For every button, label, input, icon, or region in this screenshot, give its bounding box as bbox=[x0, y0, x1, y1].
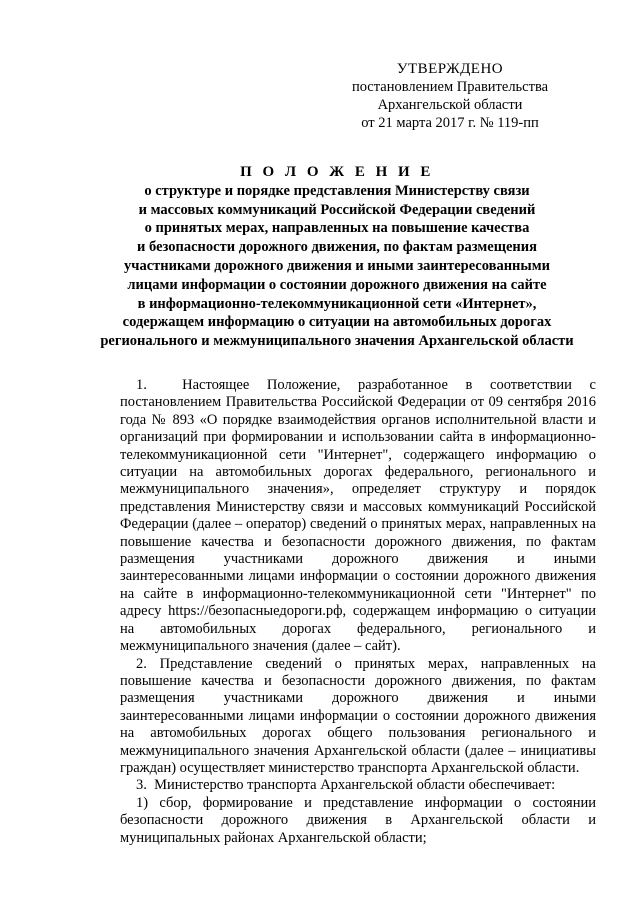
paragraph-1: 1. Настоящее Положение, разработанное в соответствии с постановлением Правительства Российской Федерации от 09 сентября 2016 года № 893 «О порядке взаимодействия органов исполнительной власти и организаций при формировании и использовании сайта в информационно-телекоммуникационной сети "Интернет", содержащего информацию о ситуации на автомобильных дорогах федерального, регионального и межмуниципального значения», определяет структуру и порядок представления Министерству связи и массовых коммуникаций Российской Федерации (далее – оператор) сведений о принятых мерах, направленных на повышение качества и безопасности дорожного движения, по фактам размещения участниками дорожного движения и иными заинтересованными лицами информации о состоянии дорожного движения на сайте в информационно-телекоммуникационной сети "Интернет" по адресу https://безопасныедороги.рф, содержащем информацию о ситуации на автомобильных дорогах федерального, регионального и межмуниципального значения (далее – сайт). bbox=[120, 377, 596, 655]
document-title: П О Л О Ж Е Н И Е bbox=[240, 164, 434, 180]
approval-line: от 21 марта 2017 г. № 119-пп bbox=[361, 115, 539, 131]
title-line: и безопасности дорожного движения, по фактам размещения bbox=[137, 239, 537, 256]
approval-stamp bbox=[300, 60, 600, 132]
paragraph-3-item-1: 1) сбор, формирование и представление информации о состоянии безопасности дорожного движения в Архангельской области и муниципальных районах Архангельской области; bbox=[120, 794, 596, 846]
title-line: о принятых мерах, направленных на повышение качества bbox=[144, 220, 530, 237]
document-body bbox=[120, 377, 596, 847]
title-line: лицами информации о состоянии дорожного движения на сайте bbox=[127, 276, 547, 293]
approval-heading: УТВЕРЖДЕНО bbox=[396, 61, 504, 77]
title-line: участниками дорожного движения и иными заинтересованными bbox=[124, 257, 550, 274]
title-line: содержащем информацию о ситуации на автомобильных дорогах bbox=[122, 314, 552, 331]
title-line: о структуре и порядке представления Министерству связи bbox=[144, 182, 530, 199]
approval-line: Архангельской области bbox=[377, 97, 523, 113]
title-line: и массовых коммуникаций Российской Федерации сведений bbox=[138, 201, 536, 218]
document-title-block bbox=[100, 163, 574, 351]
approval-line: постановлением Правительства bbox=[351, 79, 549, 95]
title-line: в информационно-телекоммуникационной сети «Интернет», bbox=[137, 295, 537, 312]
paragraph-2: 2. Представление сведений о принятых мерах, направленных на повышение качества и безопасности дорожного движения, по фактам размещения участниками дорожного движения и иными заинтересованными лицами информации о состоянии дорожного движения на автомобильных дорогах общего пользования регионального и межмуниципального значения Архангельской области (далее – инициативы граждан) осуществляет министерство транспорта Архангельской области. bbox=[120, 655, 596, 776]
paragraph-3: 3. Министерство транспорта Архангельской области обеспечивает: bbox=[136, 777, 556, 794]
title-line: регионального и межмуниципального значения Архангельской области bbox=[100, 333, 574, 350]
